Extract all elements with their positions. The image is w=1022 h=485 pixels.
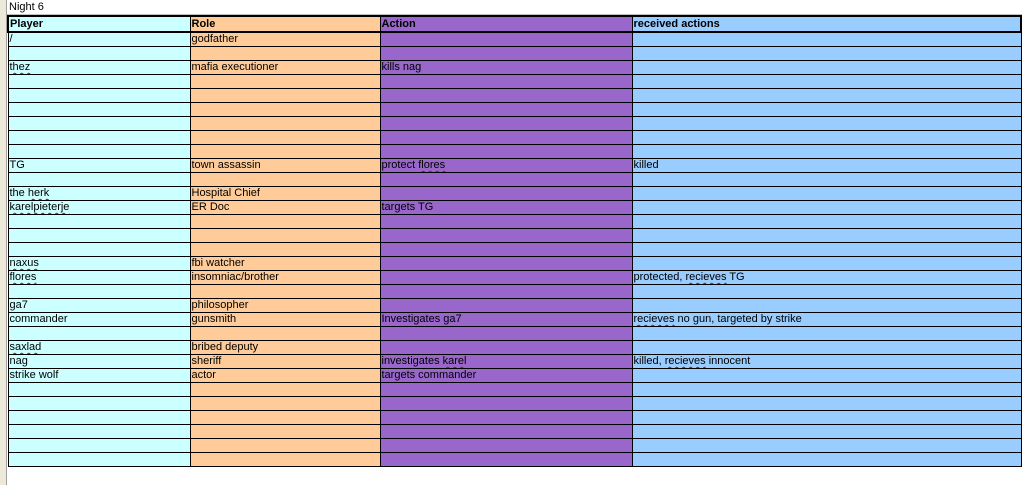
player-cell[interactable] [8, 131, 190, 145]
table-row [8, 243, 1021, 257]
received-cell[interactable] [632, 215, 1021, 229]
table-row [8, 313, 1021, 327]
table-row [8, 173, 1021, 187]
received-cell[interactable] [632, 173, 1021, 187]
role-cell[interactable]: ER Doc [190, 201, 380, 215]
action-cell[interactable] [380, 89, 632, 103]
received-cell[interactable] [632, 47, 1021, 61]
role-cell[interactable]: bribed deputy [190, 341, 380, 355]
player-cell[interactable] [8, 411, 190, 425]
received-cell[interactable] [632, 201, 1021, 215]
table-row [8, 103, 1021, 117]
sheet-title-cell[interactable]: Night 6 [7, 0, 1022, 15]
received-cell[interactable]: killed, recieves innocent [632, 355, 1021, 369]
received-cell[interactable]: recieves no gun, targeted by strike [632, 313, 1021, 327]
action-cell[interactable] [380, 397, 632, 411]
action-cell[interactable]: investigates karel [380, 355, 632, 369]
table-row [8, 397, 1021, 411]
role-cell[interactable]: town assassin [190, 159, 380, 173]
role-cell[interactable]: insomniac/brother [190, 271, 380, 285]
player-cell[interactable]: strike wolf [8, 369, 190, 383]
header-role[interactable]: Role [190, 16, 380, 32]
player-cell[interactable]: nag [8, 355, 190, 369]
action-cell[interactable] [380, 173, 632, 187]
action-cell[interactable] [380, 75, 632, 89]
player-cell[interactable]: TG [8, 159, 190, 173]
player-cell[interactable]: the herk [8, 187, 190, 201]
role-cell[interactable] [190, 103, 380, 117]
action-cell[interactable] [380, 327, 632, 341]
received-cell[interactable] [632, 439, 1021, 453]
action-cell[interactable] [380, 439, 632, 453]
player-cell[interactable] [8, 243, 190, 257]
table-row [8, 453, 1021, 467]
night-actions-table [7, 15, 1022, 467]
table-row [8, 201, 1021, 215]
table-row [8, 299, 1021, 313]
table-row [8, 187, 1021, 201]
received-cell[interactable]: killed [632, 159, 1021, 173]
role-cell[interactable] [190, 173, 380, 187]
table-row [8, 439, 1021, 453]
received-cell[interactable] [632, 453, 1021, 467]
action-cell[interactable]: targets commander [380, 369, 632, 383]
role-cell[interactable] [190, 425, 380, 439]
received-cell[interactable] [632, 32, 1021, 47]
action-cell[interactable] [380, 215, 632, 229]
action-cell[interactable] [380, 383, 632, 397]
received-cell[interactable] [632, 229, 1021, 243]
received-cell[interactable] [632, 369, 1021, 383]
received-cell[interactable] [632, 131, 1021, 145]
role-cell[interactable] [190, 145, 380, 159]
role-cell[interactable]: mafia executioner [190, 61, 380, 75]
table-row [8, 117, 1021, 131]
player-cell[interactable] [8, 103, 190, 117]
player-cell[interactable] [8, 327, 190, 341]
action-cell[interactable]: kills nag [380, 61, 632, 75]
received-cell[interactable] [632, 61, 1021, 75]
action-cell[interactable]: targets TG [380, 201, 632, 215]
role-cell[interactable] [190, 243, 380, 257]
table-row [8, 411, 1021, 425]
player-cell[interactable] [8, 89, 190, 103]
table-row [8, 383, 1021, 397]
player-cell[interactable] [8, 229, 190, 243]
received-cell[interactable] [632, 243, 1021, 257]
role-cell[interactable]: gunsmith [190, 313, 380, 327]
action-cell[interactable] [380, 229, 632, 243]
player-cell[interactable]: ga7 [8, 299, 190, 313]
player-cell[interactable]: saxlad [8, 341, 190, 355]
table-row [8, 215, 1021, 229]
role-cell[interactable] [190, 229, 380, 243]
player-cell[interactable] [8, 453, 190, 467]
received-cell[interactable] [632, 285, 1021, 299]
received-cell[interactable] [632, 117, 1021, 131]
player-cell[interactable]: flores [8, 271, 190, 285]
table-body [8, 32, 1021, 467]
player-cell[interactable] [8, 145, 190, 159]
role-cell[interactable] [190, 131, 380, 145]
role-cell[interactable]: actor [190, 369, 380, 383]
table-row [8, 341, 1021, 355]
received-cell[interactable] [632, 397, 1021, 411]
action-cell[interactable] [380, 453, 632, 467]
header-received-actions[interactable]: received actions [632, 16, 1021, 32]
action-cell[interactable] [380, 243, 632, 257]
player-cell[interactable] [8, 397, 190, 411]
table-row [8, 89, 1021, 103]
player-cell[interactable] [8, 117, 190, 131]
player-cell[interactable] [8, 383, 190, 397]
role-cell[interactable] [190, 47, 380, 61]
role-cell[interactable]: philosopher [190, 299, 380, 313]
received-cell[interactable] [632, 411, 1021, 425]
action-cell[interactable] [380, 299, 632, 313]
role-cell[interactable]: godfather [190, 32, 380, 47]
received-cell[interactable] [632, 75, 1021, 89]
received-cell[interactable] [632, 257, 1021, 271]
table-row [8, 355, 1021, 369]
player-cell[interactable] [8, 215, 190, 229]
role-cell[interactable]: sheriff [190, 355, 380, 369]
table-row [8, 145, 1021, 159]
role-cell[interactable] [190, 89, 380, 103]
header-action[interactable]: Action [380, 16, 632, 32]
header-player[interactable]: Player [8, 16, 190, 32]
action-cell[interactable] [380, 271, 632, 285]
player-cell[interactable]: thez [8, 61, 190, 75]
player-cell[interactable] [8, 173, 190, 187]
received-cell[interactable] [632, 103, 1021, 117]
action-cell[interactable]: Investigates ga7 [380, 313, 632, 327]
role-cell[interactable] [190, 327, 380, 341]
player-cell[interactable]: commander [8, 313, 190, 327]
table-row [8, 75, 1021, 89]
role-cell[interactable] [190, 215, 380, 229]
action-cell[interactable] [380, 187, 632, 201]
table-row [8, 32, 1021, 47]
action-cell[interactable] [380, 32, 632, 47]
action-cell[interactable]: protect flores [380, 159, 632, 173]
action-cell[interactable] [380, 411, 632, 425]
role-cell[interactable] [190, 453, 380, 467]
received-cell[interactable] [632, 187, 1021, 201]
table-row [8, 257, 1021, 271]
header-row [8, 16, 1021, 32]
table-row [8, 369, 1021, 383]
role-cell[interactable] [190, 397, 380, 411]
received-cell[interactable] [632, 145, 1021, 159]
role-cell[interactable] [190, 439, 380, 453]
player-cell[interactable] [8, 425, 190, 439]
received-cell[interactable] [632, 383, 1021, 397]
player-cell[interactable]: / [8, 32, 190, 47]
player-cell[interactable] [8, 75, 190, 89]
received-cell[interactable]: protected, recieves TG [632, 271, 1021, 285]
table-row [8, 229, 1021, 243]
role-cell[interactable] [190, 383, 380, 397]
action-cell[interactable] [380, 285, 632, 299]
role-cell[interactable] [190, 117, 380, 131]
table-row [8, 425, 1021, 439]
player-cell[interactable]: karelpieterje [8, 201, 190, 215]
row-header-gutter[interactable] [0, 0, 7, 485]
role-cell[interactable]: fbi watcher [190, 257, 380, 271]
player-cell[interactable] [8, 47, 190, 61]
action-cell[interactable] [380, 117, 632, 131]
received-cell[interactable] [632, 341, 1021, 355]
action-cell[interactable] [380, 103, 632, 117]
table-row [8, 131, 1021, 145]
player-cell[interactable]: naxus [8, 257, 190, 271]
role-cell[interactable] [190, 411, 380, 425]
table-row [8, 271, 1021, 285]
received-cell[interactable] [632, 327, 1021, 341]
role-cell[interactable] [190, 285, 380, 299]
received-cell[interactable] [632, 425, 1021, 439]
table-row [8, 61, 1021, 75]
action-cell[interactable] [380, 145, 632, 159]
table-row [8, 159, 1021, 173]
action-cell[interactable] [380, 341, 632, 355]
role-cell[interactable] [190, 75, 380, 89]
received-cell[interactable] [632, 89, 1021, 103]
table-row [8, 327, 1021, 341]
action-cell[interactable] [380, 257, 632, 271]
player-cell[interactable] [8, 285, 190, 299]
action-cell[interactable] [380, 47, 632, 61]
player-cell[interactable] [8, 439, 190, 453]
table-row [8, 47, 1021, 61]
table-row [8, 285, 1021, 299]
action-cell[interactable] [380, 425, 632, 439]
action-cell[interactable] [380, 131, 632, 145]
role-cell[interactable]: Hospital Chief [190, 187, 380, 201]
received-cell[interactable] [632, 299, 1021, 313]
